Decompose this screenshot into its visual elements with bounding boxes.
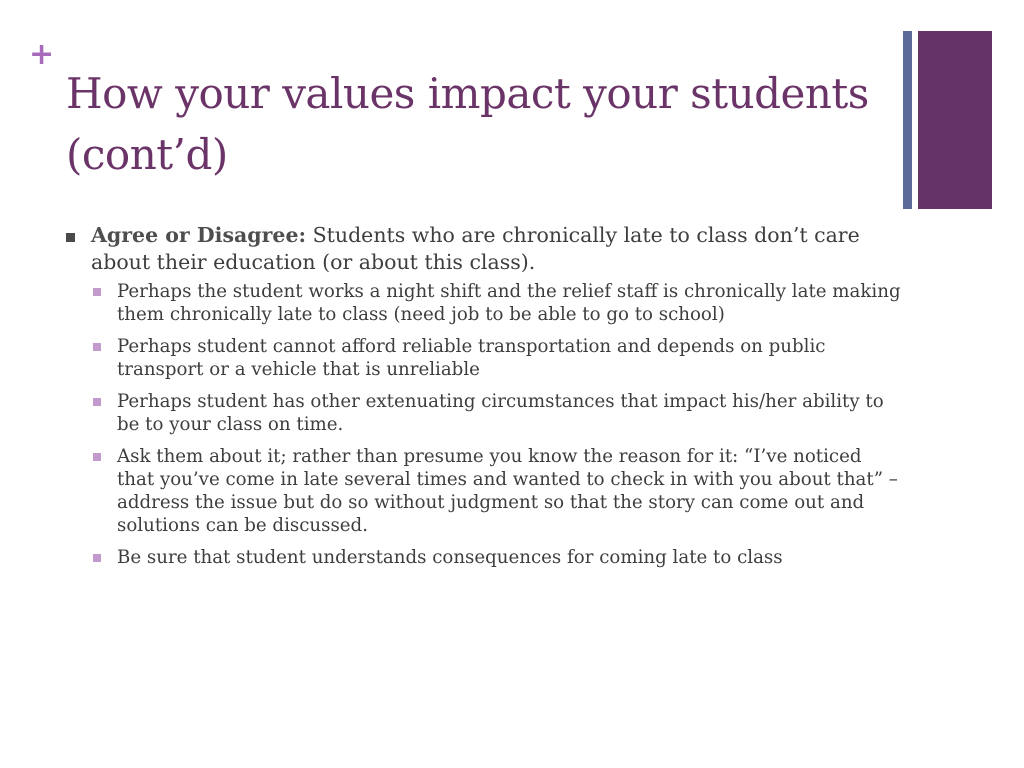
main-point-lead: Agree or Disagree: — [91, 223, 307, 247]
main-point-text: Students who are chronically late to class don’t care about their education (or about this class). — [91, 223, 860, 274]
square-bullet-icon — [93, 398, 101, 406]
sub-bullet-list — [66, 280, 901, 569]
sub-point-text: Perhaps the student works a night shift and the relief staff is chronically late making them chronically late to class (need job to be able to go to school) — [117, 281, 901, 325]
square-bullet-icon — [93, 453, 101, 461]
sub-bullet-point — [92, 390, 901, 436]
sub-point-text: Perhaps student cannot afford reliable transportation and depends on public transport or a vehicle that is unreliable — [117, 336, 826, 380]
square-bullet-icon — [93, 343, 101, 351]
sub-bullet-point — [92, 445, 901, 537]
square-bullet-icon — [93, 554, 101, 562]
sub-bullet-point — [92, 546, 901, 569]
sub-bullet-point — [92, 280, 901, 326]
square-bullet-icon — [66, 233, 75, 242]
sub-point-text: Be sure that student understands consequences for coming late to class — [117, 547, 783, 568]
plus-icon: + — [29, 37, 55, 72]
decorative-bar-thin — [903, 31, 912, 209]
slide-body — [66, 222, 901, 578]
decorative-bar-thick — [918, 31, 992, 209]
square-bullet-icon — [93, 288, 101, 296]
main-bullet-point — [66, 222, 901, 276]
slide-title: How your values impact your students (cont’d) — [66, 69, 869, 179]
sub-point-text: Perhaps student has other extenuating circumstances that impact his/her ability to be to your class on time. — [117, 391, 884, 435]
sub-point-text: Ask them about it; rather than presume you know the reason for it: “I’ve noticed that you’ve come in late several times and wanted to check in with you about that” – address the issue but do so without judgment so that the story can come out and solutions can be discussed. — [117, 446, 898, 536]
sub-bullet-point — [92, 335, 901, 381]
